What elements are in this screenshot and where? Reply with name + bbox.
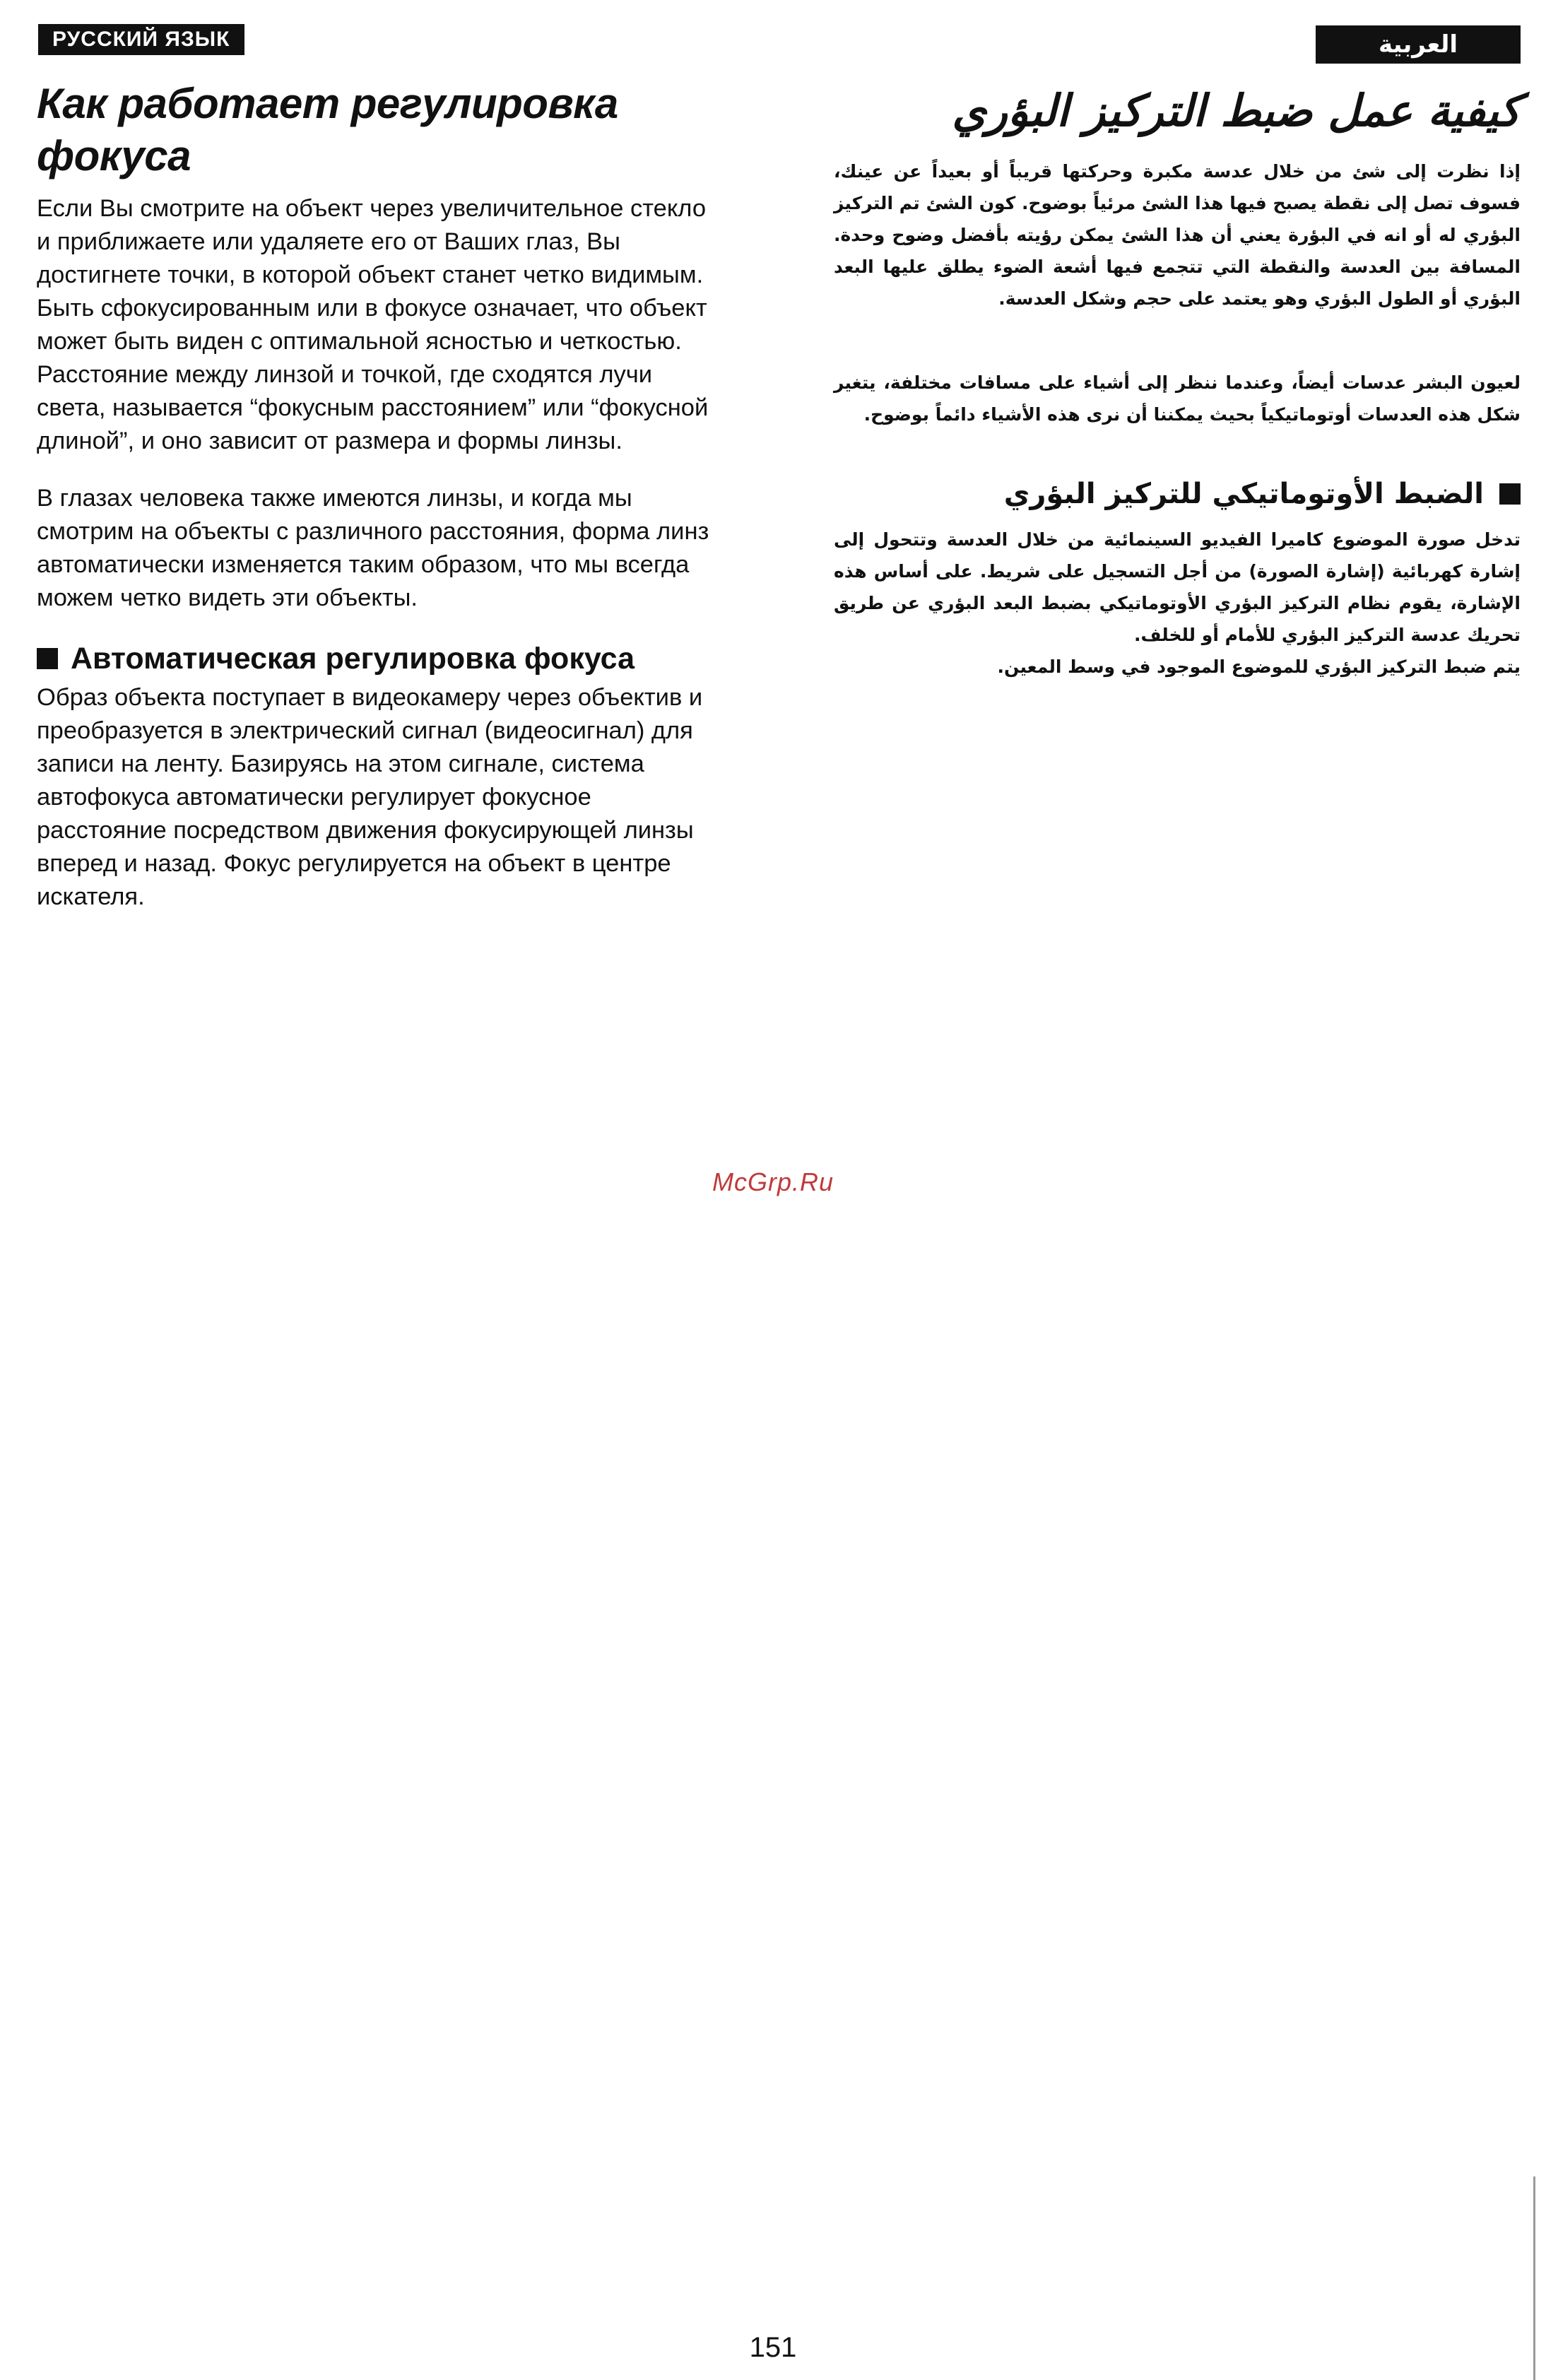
arabic-paragraph-1: إذا نظرت إلى شئ من خلال عدسة مكبرة وحركتها قريباً أو بعيداً عن عينك، فسوف تصل إلى نقطة يصبح فيها هذا الشئ مرئياً بوضوح. كون الشئ تم التركيز البؤري له أو انه في البؤرة يعني أن هذا الشئ يمكن رؤيته بأفضل وضوح وحدة. المسافة بين العدسة والنقطة التي تتجمع فيها أشعة الضوء يطلق عليها البعد البؤري أو الطول البؤري وهو يعتمد على حجم وشكل العدسة. — [834, 161, 1521, 309]
language-tab-russian: РУССКИЙ ЯЗЫК — [38, 24, 244, 55]
arabic-section-heading-text: الضبط الأوتوماتيكي للتركيز البؤري — [1003, 478, 1484, 510]
russian-section-heading-text: Автоматическая регулировка фокуса — [71, 642, 635, 676]
russian-paragraph-1: Если Вы смотрите на объект через увеличительное стекло и приближаете или удаляете его от Ваших глаз, Вы достигнете точки, в которой объект станет четко видимым. — [37, 195, 707, 288]
page-number: 151 — [749, 2332, 797, 2363]
square-bullet-icon — [37, 648, 58, 669]
arabic-paragraph-4: يتم ضبط التركيز البؤري للموضوع الموجود في وسط المعين. — [997, 656, 1521, 677]
square-bullet-icon — [1499, 483, 1521, 505]
language-tab-arabic: العربية — [1316, 25, 1521, 64]
russian-column — [37, 78, 715, 914]
russian-paragraph-4: Образ объекта поступает в видеокамеру через объектив и преобразуется в электрический сигнал (видеосигнал) для записи на ленту. Базируясь на этом сигнале, система автофокуса автоматически регулирует фокусное расстояние посредством движения фокусирующей линзы вперед и назад. Фокус регулируется на объект в центре искателя. — [37, 684, 703, 910]
scan-edge-line — [1533, 2176, 1535, 2380]
arabic-paragraph-2: لعيون البشر عدسات أيضاً، وعندما ننظر إلى أشياء على مسافات مختلفة، يتغير شكل هذه العدسات أوتوماتيكياً بحيث يمكننا أن نرى هذه الأشياء دائماً بوضوح. — [834, 372, 1521, 425]
arabic-column — [834, 79, 1521, 683]
watermark: McGrp.Ru — [712, 1167, 834, 1196]
arabic-section-heading — [834, 473, 1521, 515]
russian-section-heading — [37, 639, 715, 678]
russian-title: Как работает регулировка фокуса — [37, 80, 618, 179]
russian-paragraph-2: Быть сфокусированным или в фокусе означает, что объект может быть виден с оптимальной ясностью и четкостью. Расстояние между линзой и точкой, где сходятся лучи света, называется “фокусным расстоянием” или “фокусной длиной”, и оно зависит от размера и формы линзы. — [37, 295, 709, 454]
russian-paragraph-3: В глазах человека также имеются линзы, и когда мы смотрим на объекты с различного расстояния, форма линз автоматически изменяется таким образом, что мы всегда можем четко видеть эти объекты. — [37, 485, 709, 611]
arabic-title: كيفية عمل ضبط التركيز البؤري — [952, 85, 1521, 136]
arabic-paragraph-3: تدخل صورة الموضوع كاميرا الفيديو السينمائية من خلال العدسة وتتحول إلى إشارة كهربائية (إشارة الصورة) من أجل التسجيل على شريط. على أساس هذه الإشارة، يقوم نظام التركيز البؤري الأوتوماتيكي بضبط البعد البؤري عن طريق تحريك عدسة التركيز البؤري للأمام أو للخلف. — [834, 529, 1521, 645]
